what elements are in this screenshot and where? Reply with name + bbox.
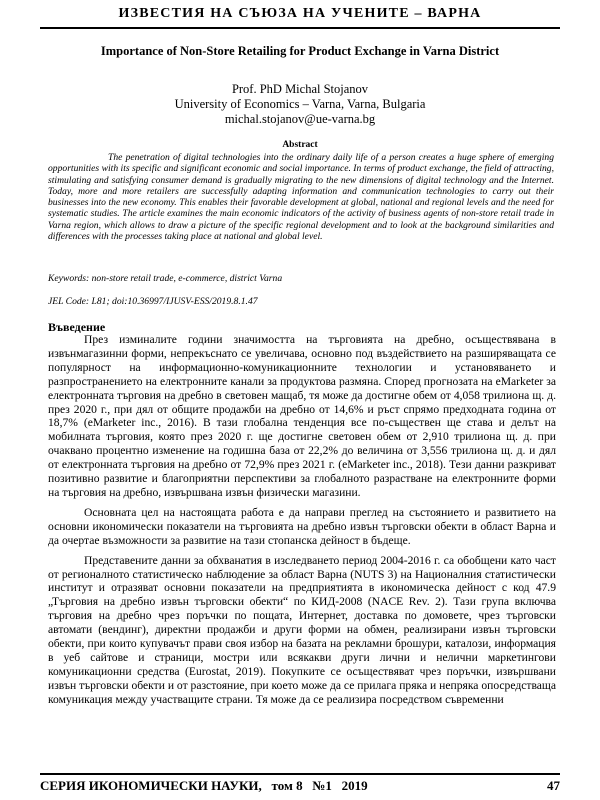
- author-affiliation: University of Economics – Varna, Varna, Bulgaria: [174, 97, 426, 111]
- body-paragraph: Основната цел на настоящата работа е да направи преглед на състоянието и развитието на основни икономически показатели на търговията на дребно извън търговски обекти в област Варна и да очертае възможности за развитие на тази стопанска дейност в бъдеще.: [48, 505, 556, 547]
- keywords-line: Keywords: non-store retail trade, e-commerce, district Varna: [48, 273, 283, 284]
- footer-rule: [40, 773, 560, 775]
- article-title: Importance of Non-Store Retailing for Product Exchange in Varna District: [100, 44, 500, 58]
- journal-header-title: ИЗВЕСТИЯ НА СЪЮЗА НА УЧЕНИТЕ – ВАРНА: [118, 6, 482, 21]
- abstract-heading: Abstract: [282, 140, 318, 150]
- body-paragraph: Представените данни за обхванатия в изследването период 2004-2016 г. са обобщени като част от регионалното статистическо наблюдение за област Варна (NUTS 3) на Националния статистически институт и отразяват основни показатели на предприятията в икономическа дейност с код 47.9 „Търговия на дребно извън търговски обекти“ по КИД-2008 (NACE Rev. 2). Тази група включва търговия на дребно чрез поръчки по пощата, Интернет, доставка по домовете, чрез търговски автомати (вендинг), директни продажби и други форми на обмен, реализирани извън търговски обекти, при които купувачът прави своя избор на базата на рекламни брошури, каталози, информация в уеб сайтове и страници, мостри или всякакви други лични и нелични маркетингови комуникационни средства (Eurostat, 2019). Покупките се осъществяват чрез поръчки, извършвани извън търговски обекти и от разстояние, при което може да се прилага пряка и непряка опосредстваща комуникация между участващите страни. Тя може да се реализира посредством съвременни: [48, 553, 556, 706]
- body-paragraph: През изминалите години значимостта на търговията на дребно, осъществявана в извънмагазинни форми, непрекъснато се увеличава, основно под въздействието на разширяващата се популярност на информационно-комуникационните технологии и установяването и разпространението на електронните канали за продуктова размяна. Според прогнозата на eMarketer за електронната търговия на дребно в световен мащаб, тя може да достигне обем от 4,058 трилиона щ. д. през 2020 г., при дял от общите продажби на дребно от 14,6% и ръст спрямо предходната година от 18,7% (eMarketer inc., 2016). В тази глобална тенденция все по-съществен ще става и делът на мобилната търговия, която през 2020 г. ще достигне световен обем от 2,910 трилиона щ. д. при очаквано процентно изменение на годишна база от 22,2% до величина от 3,556 трилиона щ. д. и дял от електронната търговия на дребно от 72,9% през 2021 г. (eMarketer inc., 2018). Тези данни разкриват позитивно развитие и благоприятни перспективи за глобалното разрастване на електронните форми на търговия на дребно, извършвана извън физически магазини.: [48, 333, 556, 499]
- abstract-text: The penetration of digital technologies into the ordinary daily life of a person creates a huge sphere of emerging opportunities with its specific and significant economic and social importance. In terms of product exchange, the field of attracting, stimulating and satisfying consumer demand is gradually migrating to the new dimensions of digital technology and the Internet. Today, more and more retailers are successfully adapting information and communication technologies to carry out their businesses into the new economy. This enables their favorable development at global, national and regional levels and the need for systematic studies. The article examines the main economic indicators of the activity of business agents of non-store retail trade in Varna region, which allows to draw a picture of the specific regional development and to look at the background similarities and differences with the processes taking place at national and global level.: [48, 152, 554, 243]
- author-name: Prof. PhD Michal Stojanov: [231, 82, 369, 96]
- body-text: [48, 333, 556, 713]
- jel-code-line: JEL Code: L81; doi:10.36997/IJUSV-ESS/2019.8.1.47: [48, 296, 258, 307]
- author-block: [40, 82, 560, 127]
- introduction-heading: Въведение: [48, 320, 106, 334]
- page-number: 47: [547, 778, 560, 793]
- author-email: michal.stojanov@ue-varna.bg: [224, 112, 376, 126]
- header-rule: [40, 27, 560, 29]
- footer-series-info: СЕРИЯ ИКОНОМИЧЕСКИ НАУКИ, том 8 №1 2019: [40, 778, 368, 793]
